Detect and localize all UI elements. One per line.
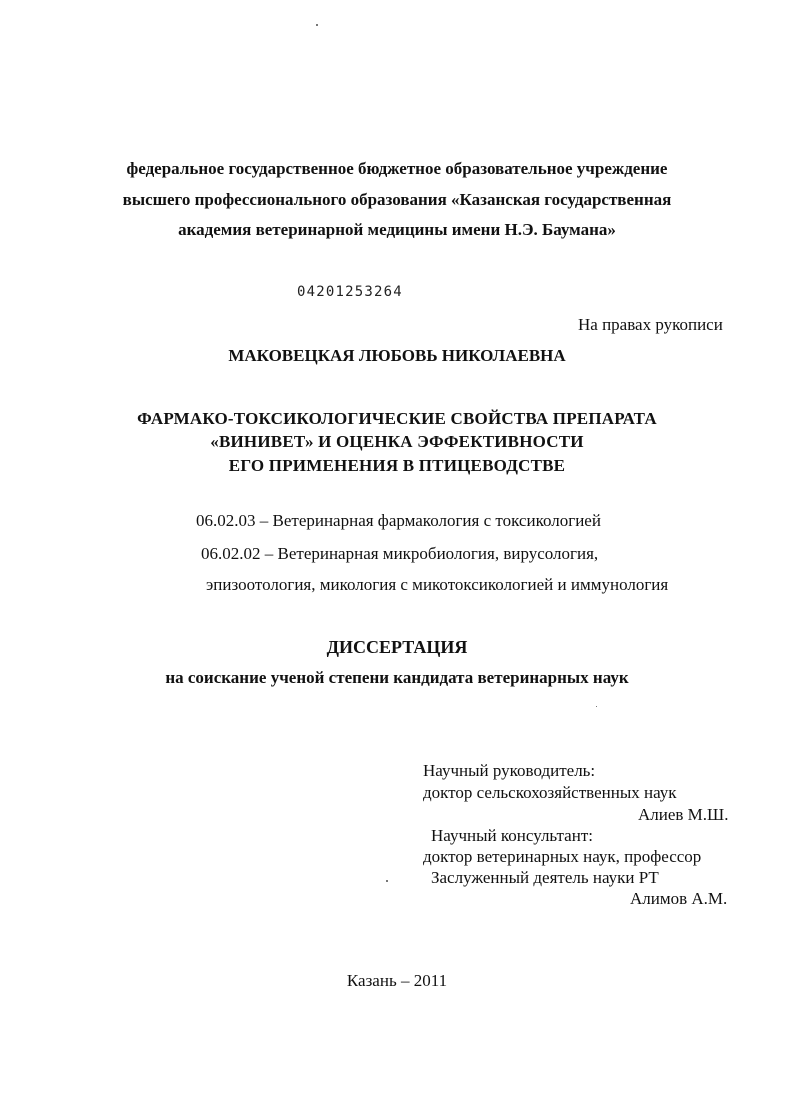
supervisor-label: Научный руководитель:	[423, 761, 596, 780]
thesis-title-line-2: «ВИНИВЕТ» И ОЦЕНКА ЭФФЕКТИВНОСТИ	[210, 432, 584, 451]
thesis-title-line-1: ФАРМАКО-ТОКСИКОЛОГИЧЕСКИЕ СВОЙСТВА ПРЕПАРАТА	[137, 409, 657, 428]
consultant-degree: доктор ветеринарных наук, профессор	[423, 847, 702, 866]
specialty-line-3: эпизоотология, микология с микотоксикологией и иммунология	[206, 575, 669, 594]
scan-speck	[316, 24, 318, 26]
city-year: Казань – 2011	[346, 971, 448, 990]
consultant-honor: Заслуженный деятель науки РТ	[431, 868, 659, 887]
specialty-line-2: 06.02.02 – Ветеринарная микробиология, вирусология,	[201, 544, 599, 563]
author-name: МАКОВЕЦКАЯ ЛЮБОВЬ НИКОЛАЕВНА	[228, 346, 566, 365]
catalog-number: 04201253264	[297, 284, 403, 300]
degree-line: на соискание ученой степени кандидата ветеринарных наук	[165, 668, 629, 687]
institution-line-3: академия ветеринарной медицины имени Н.Э. Баумана»	[178, 220, 616, 239]
specialty-line-1: 06.02.03 – Ветеринарная фармакология с токсикологией	[196, 511, 601, 530]
scan-speck	[386, 880, 388, 882]
supervisor-name: Алиев М.Ш.	[638, 805, 729, 824]
consultant-label: Научный консультант:	[431, 826, 593, 845]
institution-line-1: федеральное государственное бюджетное образовательное учреждение	[126, 159, 668, 178]
supervisor-degree: доктор сельскохозяйственных наук	[423, 783, 677, 802]
scan-speck	[596, 706, 597, 707]
consultant-name: Алимов А.М.	[630, 889, 728, 908]
document-type: ДИССЕРТАЦИЯ	[326, 637, 468, 657]
thesis-title-line-3: ЕГО ПРИМЕНЕНИЯ В ПТИЦЕВОДСТВЕ	[228, 456, 566, 475]
institution-line-2: высшего профессионального образования «Казанская государственная	[122, 190, 672, 209]
manuscript-note: На правах рукописи	[578, 315, 723, 334]
